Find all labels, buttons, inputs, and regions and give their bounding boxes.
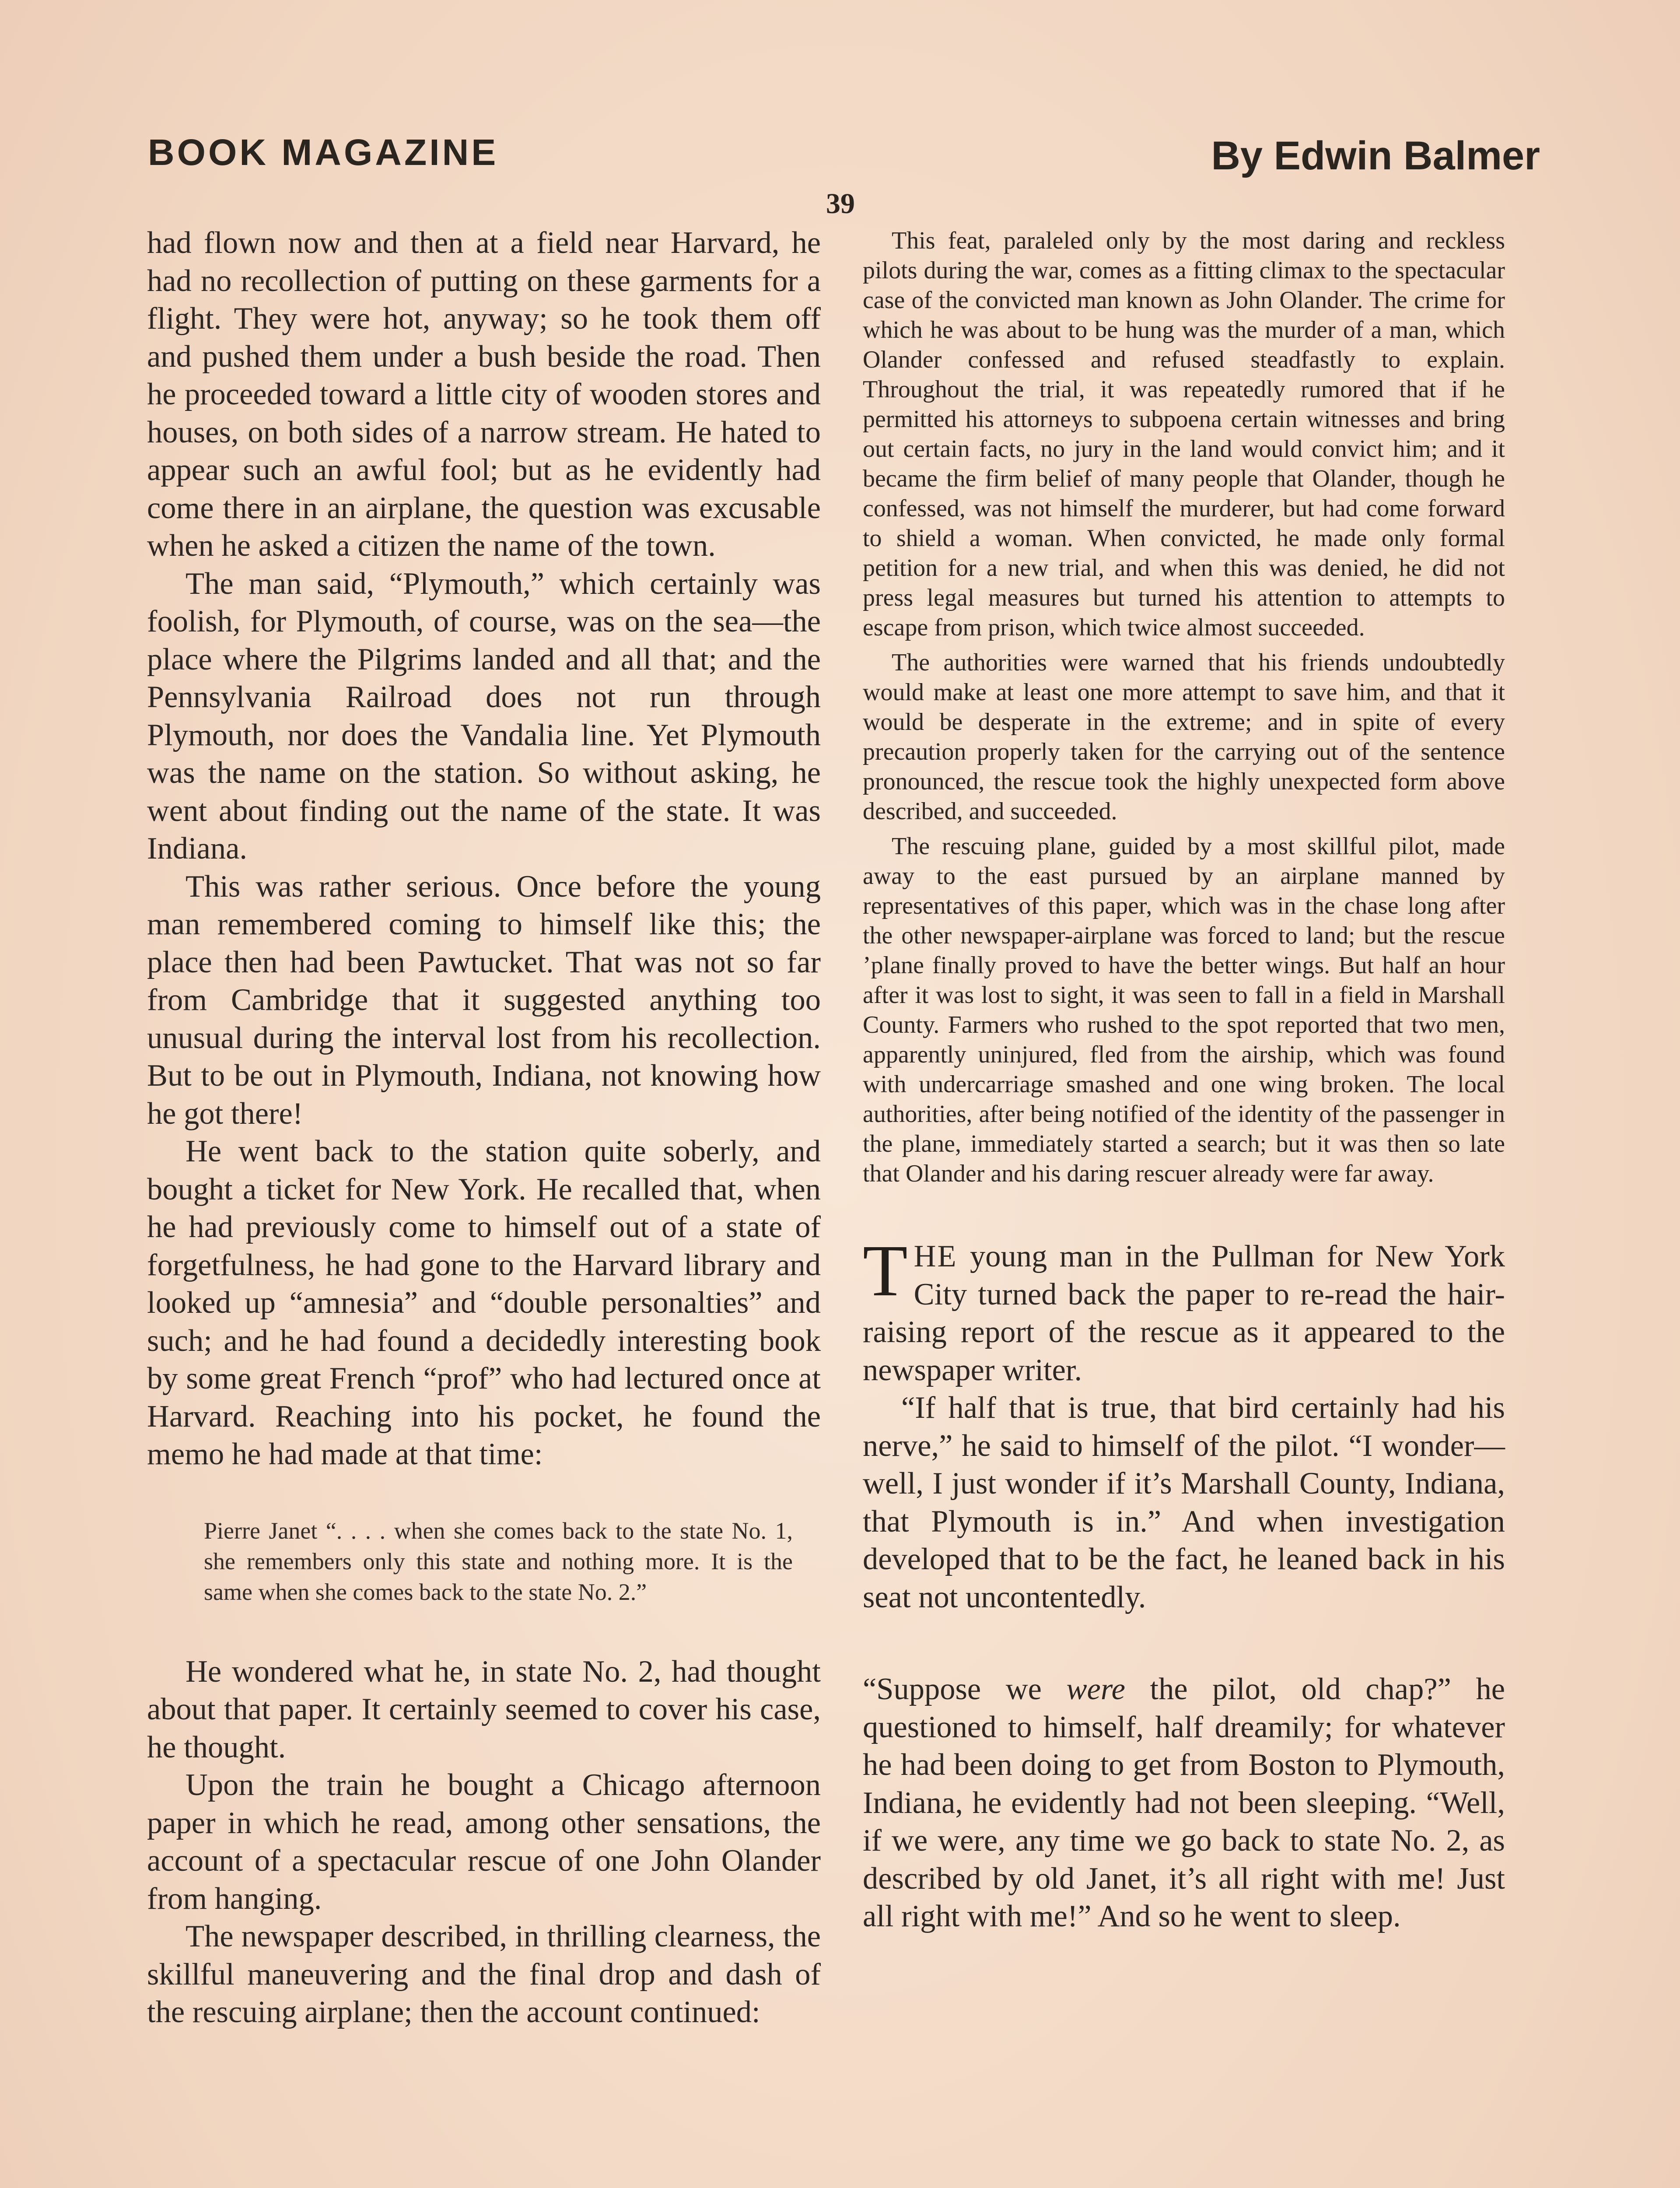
drop-cap: T — [863, 1230, 908, 1311]
story-paragraph: “If half that is true, that bird certainly had his nerve,” he said to himself of the pilot. “I wonder—well, I just wonder if it’s Marshall County, Indiana, that Plymouth is in.” And when investigation developed that to be the fact, he leaned back in his seat not uncontentedly. — [863, 1391, 1505, 1614]
janet-quote: Pierre Janet “. . . . when she comes back to the state No. 1, she remembers only this state and nothing more. It is the same when she comes back to the state No. 2.” — [204, 1517, 793, 1605]
author-byline: By Edwin Balmer — [1211, 133, 1540, 178]
right-column — [863, 226, 1505, 1936]
body-paragraph: The newspaper described, in thrilling clearness, the skillful maneuvering and the final drop and dash of the rescuing airplane; then the account continued: — [147, 1919, 821, 2029]
italic-run: were — [1066, 1672, 1125, 1706]
news-paragraph: This feat, paraleled only by the most daring and reckless pilots during the war, comes as a fitting climax to the spectacular case of the convicted man known as John Olander. The crime for which he was about to be hung was the murder of a man, which Olander confessed and refused steadfastly to explain. Throughout the trial, it was repeatedly rumored that if he permitted his attorneys to subpoena certain witnesses and bring out certain facts, no jury in the land would convict him; and it became the firm belief of many people that Olander, though he confessed, was not himself the murderer, but had come forward to shield a woman. When convicted, he made only formal petition for a new trial, and when this was denied, he did not press legal measures but turned his attention to attempts to escape from prison, which twice almost succeeded. — [863, 227, 1505, 641]
body-paragraph: The man said, “Plymouth,” which certainly was foolish, for Plymouth, of course, was on the sea—the place where the Pilgrims landed and all that; and the Pennsylvania Railroad does not run through Plymouth, nor does the Vandalia line. Yet Plymouth was the name on the station. So without asking, he went about finding out the name of the state. It was Indiana. — [147, 566, 821, 866]
news-paragraph: The authorities were warned that his friends undoubtedly would make at least one more attempt to save him, and that it would be desperate in the extreme; and in spite of every precaution properly taken for the carrying out of the sentence pronounced, the rescue took the highly unexpected form above described, and succeeded. — [863, 649, 1505, 825]
lead-smallcaps: HE — [914, 1239, 958, 1273]
body-paragraph: This was rather serious. Once before the young man remembered coming to himself like this; the place then had been Pawtucket. That was not so far from Cambridge that it suggested anything too unusual during the interval lost from his recollection. But to be out in Plymouth, Indiana, not knowing how he got there! — [147, 869, 821, 1131]
body-paragraph: Upon the train he bought a Chicago afternoon paper in which he read, among other sensations, the account of a spectacular rescue of one John Olander from hanging. — [147, 1768, 821, 1916]
lead-text: young man in the Pullman for New York City turned back the paper to re-read the hair-raising report of the rescue as it appeared to the newspaper writer. — [863, 1239, 1505, 1387]
news-paragraph: The rescuing plane, guided by a most skillful pilot, made away to the east pursued by an airplane manned by representatives of this paper, which was in the chase long after the other newspaper-airplane was forced to land; but the rescue ’plane finally proved to have the better wings. But half an hour after it was lost to sight, it was seen to fall in a field in Marshall County. Farmers who rushed to the spot reported that two men, apparently uninjured, fled from the airship, which was found with undercarriage smashed and one wing broken. The local authorities, after being notified of the identity of the passenger in the plane, immediately started a search; but it was then so late that Olander and his daring rescuer already were far away. — [863, 833, 1505, 1187]
left-column — [147, 224, 821, 2031]
body-paragraph: He went back to the station quite soberly, and bought a ticket for New York. He recalled that, when he had previously come to himself out of a state of forgetfulness, he had gone to the Harvard library and looked up “amnesia” and “double personalties” and such; and he had found a decidedly interesting book by some great French “prof” who had lectured once at Harvard. Reaching into his pocket, he found the memo he had made at that time: — [147, 1134, 821, 1471]
body-paragraph: had flown now and then at a field near Harvard, he had no recollection of putting on these garments for a flight. They were hot, anyway; so he took them off and pushed them under a bush beside the road. Then he proceeded toward a little city of wooden stores and houses, on both sides of a narrow stream. He hated to appear such an awful fool; but as he evidently had come there in an airplane, the question was excusable when he asked a citizen the name of the town. — [147, 226, 821, 563]
newspaper-excerpt — [863, 226, 1505, 1189]
story-lead-paragraph — [863, 1230, 1505, 1389]
story-continuation — [863, 1230, 1505, 1936]
story-paragraph — [863, 1670, 1505, 1936]
page-number: 39 — [826, 188, 855, 220]
magazine-title: BOOK MAGAZINE — [148, 132, 499, 173]
text-run: the pilot, old chap?” he questioned to himself, half dreamily; for whatever he had been doing to get from Boston to Plymouth, Indiana, he evidently had not been sleeping. “Well, if we were, any time we go back to state No. 2, as described by old Janet, it’s all right with me! Just all right with me!” And so he went to sleep. — [863, 1672, 1505, 1933]
text-run: “Suppose we — [863, 1672, 1067, 1706]
body-paragraph: He wondered what he, in state No. 2, had thought about that paper. It certainly seemed to cover his case, he thought. — [147, 1654, 821, 1764]
